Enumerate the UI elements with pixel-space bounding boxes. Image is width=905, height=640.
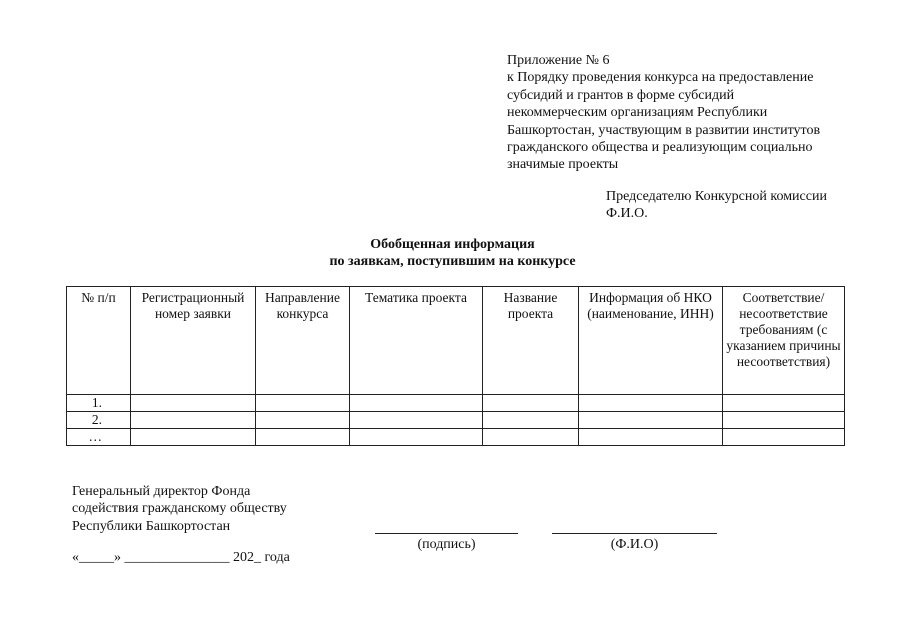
date-line: «_____» _______________ 202_ года (72, 550, 290, 565)
appendix-line: Приложение № 6 (507, 53, 610, 68)
row-number: 1. (67, 395, 131, 412)
signer-line: содействия гражданскому обществу (72, 501, 287, 517)
column-header-topic: Тематика проекта (350, 287, 483, 395)
appendix-line: некоммерческим организациям Республики (507, 105, 768, 121)
column-header-number: № п/п (67, 287, 131, 395)
name-underline (552, 533, 717, 534)
name-field (552, 533, 717, 553)
addressee-block (606, 188, 886, 223)
column-header-nko-info: Информация об НКО (наименование, ИНН) (579, 287, 723, 395)
appendix-header (507, 52, 867, 174)
applications-table (66, 286, 845, 446)
signature-field (375, 533, 518, 553)
addressee-name: Ф.И.О. (606, 206, 648, 222)
signer-line: Генеральный директор Фонда (72, 484, 251, 499)
appendix-line: к Порядку проведения конкурса на предоставление (507, 70, 814, 86)
table-cell (579, 412, 723, 429)
table-cell (131, 412, 256, 429)
signature-caption: (подпись) (417, 537, 476, 552)
table-cell (256, 412, 350, 429)
table-cell (483, 412, 579, 429)
signer-block (72, 483, 372, 535)
table-cell (723, 429, 845, 446)
table-cell (579, 429, 723, 446)
table-cell (131, 429, 256, 446)
appendix-line: гражданского общества и реализующим социально (507, 140, 813, 156)
column-header-compliance: Соответствие/ несоответствие требованиям (с указанием причины несоответствия) (723, 287, 845, 395)
signature-underline (375, 533, 518, 534)
table-cell (350, 395, 483, 412)
table-cell (723, 395, 845, 412)
appendix-line: Башкортостан, участвующим в развитии институтов (507, 122, 821, 138)
column-header-project-name: Название проекта (483, 287, 579, 395)
title-line-1: Обобщенная информация (370, 237, 535, 252)
appendix-line: значимые проекты (507, 157, 619, 173)
table-cell (723, 412, 845, 429)
table-cell (350, 412, 483, 429)
table-row (67, 412, 845, 429)
table-header-row (67, 287, 845, 395)
addressee-line: Председателю Конкурсной комиссии (606, 189, 827, 204)
table-row (67, 395, 845, 412)
table-row (67, 429, 845, 446)
table-cell (256, 429, 350, 446)
appendix-line: субсидий и грантов в форме субсидий (507, 87, 735, 103)
column-header-direction: Направление конкурса (256, 287, 350, 395)
title-line-2: по заявкам, поступившим на конкурсе (329, 254, 576, 270)
table-cell (256, 395, 350, 412)
table-cell (131, 395, 256, 412)
column-header-reg-number: Регистрационный номер заявки (131, 287, 256, 395)
row-number: 2. (67, 412, 131, 429)
table-cell (350, 429, 483, 446)
name-caption: (Ф.И.О) (610, 537, 659, 552)
table-cell (483, 429, 579, 446)
signer-line: Республики Башкортостан (72, 518, 231, 534)
table-cell (483, 395, 579, 412)
table-cell (579, 395, 723, 412)
document-title (0, 236, 905, 271)
row-number: … (67, 429, 131, 446)
